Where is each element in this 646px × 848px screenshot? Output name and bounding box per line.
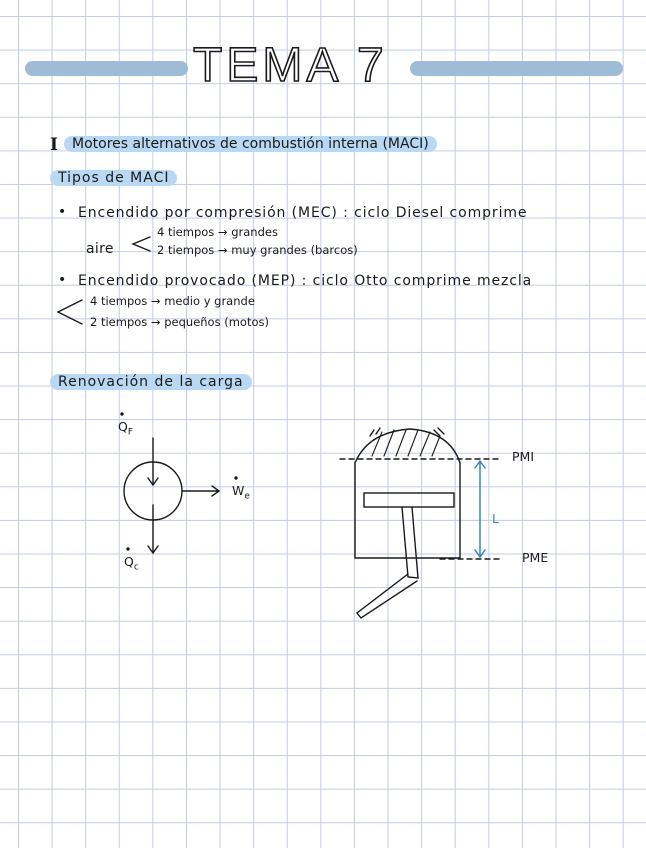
pme-label: PME bbox=[522, 550, 549, 565]
qf-sub: F bbox=[127, 427, 134, 438]
qc-sub: c bbox=[133, 562, 139, 573]
connecting-rod bbox=[402, 507, 418, 578]
we-arrow bbox=[182, 486, 219, 496]
qc-arrow bbox=[148, 505, 158, 553]
valve-left bbox=[370, 428, 380, 436]
mec-line: Encendido por compresión (MEC) : ciclo Diesel comprime bbox=[78, 205, 528, 221]
qc-q: Q bbox=[124, 554, 134, 569]
mep-sub2: 2 tiempos → pequeños (motos) bbox=[90, 315, 269, 329]
bullet: • bbox=[58, 272, 67, 288]
page-title: TEMA 7 bbox=[193, 39, 388, 92]
qf-arrow bbox=[148, 438, 158, 485]
cylinder-walls bbox=[355, 463, 460, 558]
renovacion-heading: Renovación de la carga bbox=[50, 374, 252, 390]
mep-line: Encendido provocado (MEP) : ciclo Otto comprime mezcla bbox=[78, 273, 533, 289]
section-number: I bbox=[50, 135, 58, 155]
crank-arm bbox=[357, 574, 417, 618]
mec-prefix: aire bbox=[86, 241, 114, 257]
mec-sub2: 2 tiempos → muy grandes (barcos) bbox=[157, 243, 358, 257]
mec-brace bbox=[133, 237, 150, 251]
tipos-heading: Tipos de MACI bbox=[50, 170, 177, 186]
section-heading: Motores alternativos de combustión interna (MACI) bbox=[64, 136, 437, 152]
qf-dot bbox=[121, 413, 123, 415]
stroke-arrow bbox=[475, 461, 485, 557]
piston-body bbox=[364, 493, 454, 507]
we-dot bbox=[235, 477, 237, 479]
we-sub: e bbox=[244, 491, 250, 502]
stroke-label: L bbox=[492, 511, 499, 526]
head-hatch bbox=[372, 430, 440, 456]
mep-sub1: 4 tiempos → medio y grande bbox=[90, 294, 255, 308]
we-w: W bbox=[232, 483, 245, 498]
qc-dot bbox=[127, 548, 129, 550]
mep-brace bbox=[58, 300, 82, 324]
qf-q: Q bbox=[118, 419, 128, 434]
pmi-label: PMI bbox=[512, 449, 535, 464]
bullet: • bbox=[58, 204, 67, 220]
mec-sub1: 4 tiempos → grandes bbox=[157, 225, 278, 239]
